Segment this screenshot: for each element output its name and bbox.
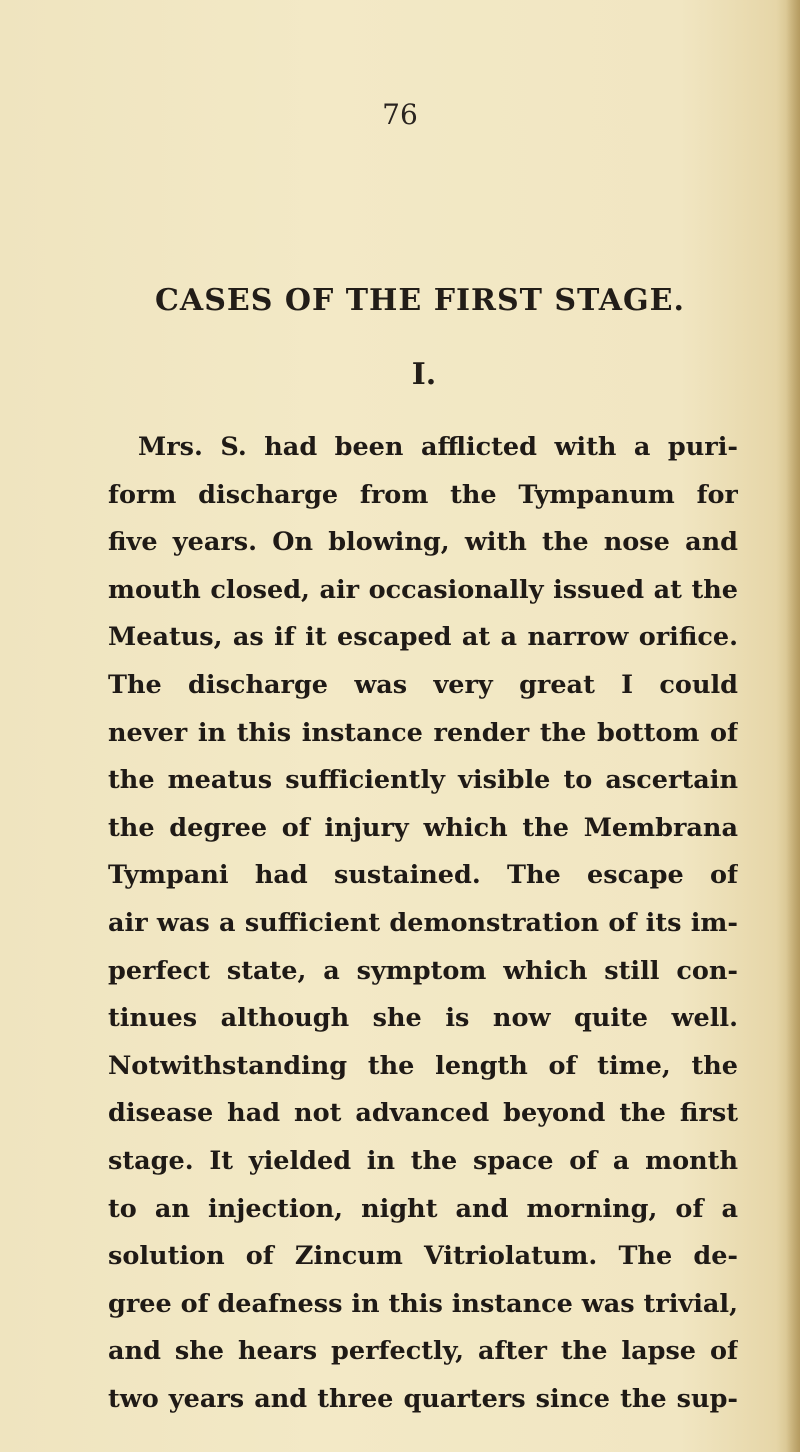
text-line: Meatus, as if it escaped at a narrow orifice. xyxy=(108,622,738,653)
text-line: solution of Zincum Vitriolatum. The de- xyxy=(108,1241,738,1272)
text-line: and she hears perfectly, after the lapse of xyxy=(108,1336,738,1367)
text-line: never in this instance render the bottom of xyxy=(108,717,738,748)
page-edge-shadow xyxy=(786,0,800,1452)
text-line: Tympani had sustained. The escape of xyxy=(108,860,738,891)
text-line: five years. On blowing, with the nose and xyxy=(108,527,738,558)
text-line: two years and three quarters since the sup- xyxy=(108,1383,738,1414)
text-line: The discharge was very great I could xyxy=(108,669,738,700)
text-line: to an injection, night and morning, of a xyxy=(108,1193,738,1224)
text-line: the meatus sufficiently visible to ascertain xyxy=(108,765,738,796)
text-line: tinues although she is now quite well. xyxy=(108,1003,738,1034)
text-line: Mrs. S. had been afflicted with a puri- xyxy=(138,432,738,462)
section-heading: CASES OF THE FIRST STAGE. xyxy=(155,283,685,318)
page-number: 76 xyxy=(382,98,418,131)
text-line: gree of deafness in this instance was trivial, xyxy=(108,1288,738,1319)
case-numeral: I. xyxy=(411,357,437,392)
text-line: Notwithstanding the length of time, the xyxy=(108,1050,738,1081)
text-line: air was a sufficient demonstration of its im- xyxy=(108,907,738,938)
text-line: the degree of injury which the Membrana xyxy=(108,812,738,843)
text-line: mouth closed, air occasionally issued at the xyxy=(108,574,738,605)
text-line: perfect state, a symptom which still con- xyxy=(108,955,738,986)
text-line: form discharge from the Tympanum for xyxy=(108,479,738,510)
text-line: stage. It yielded in the space of a month xyxy=(108,1145,738,1176)
text-line: disease had not advanced beyond the first xyxy=(108,1098,738,1129)
case-paragraph xyxy=(108,424,738,1423)
